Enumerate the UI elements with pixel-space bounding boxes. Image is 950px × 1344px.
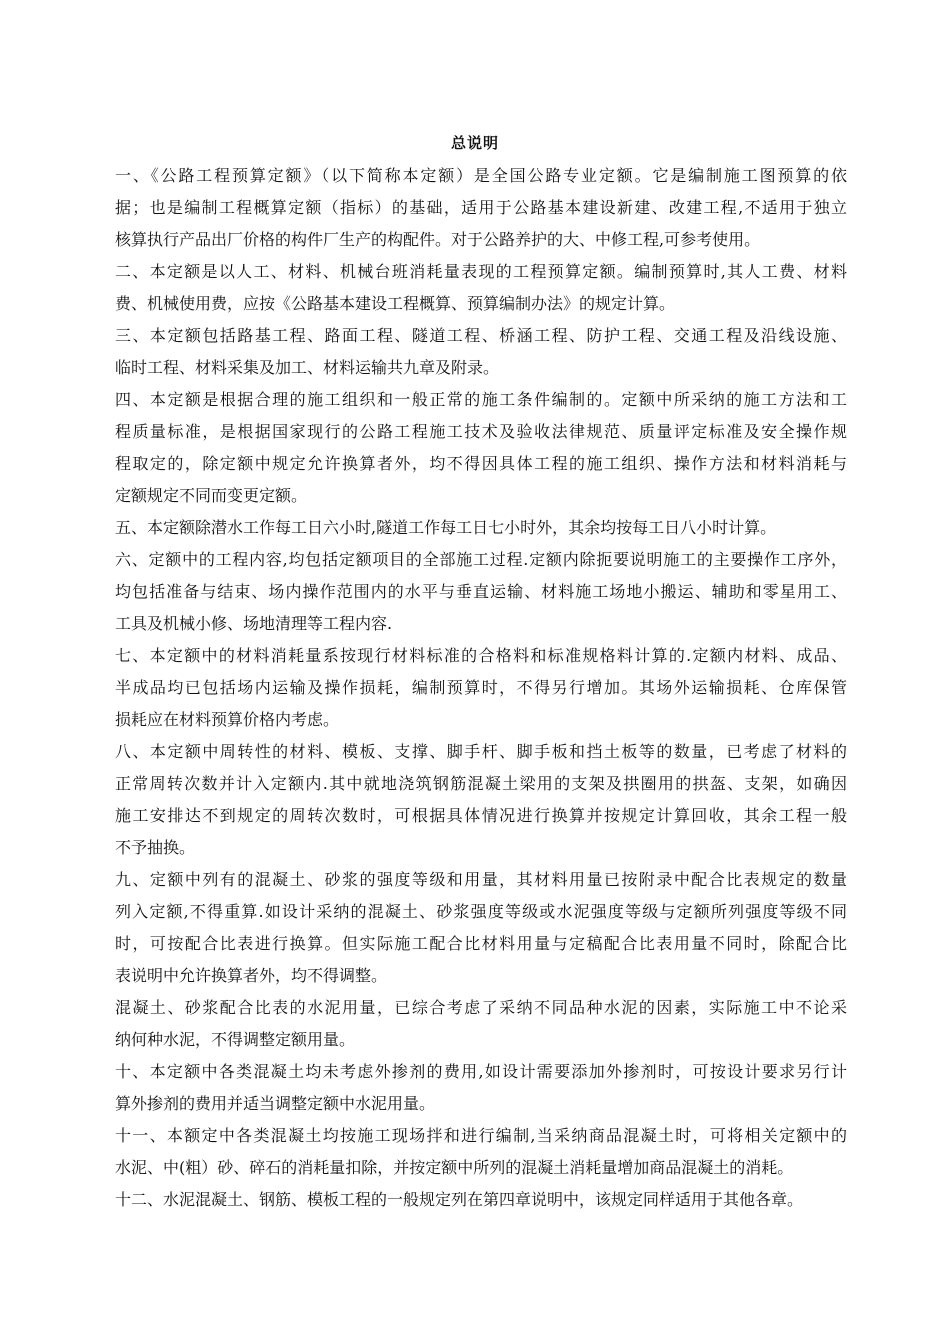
paragraph-line: 水泥、中(粗）砂、碎石的消耗量扣除，并按定额中所列的混凝土消耗量增加商品混凝土的消耗。 <box>115 1158 794 1177</box>
paragraph-line: 十一、本额定中各类混凝土均按施工现场拌和进行编制,当采纳商品混凝土时，可将相关定额中的 <box>115 1126 847 1145</box>
paragraph-line: 据；也是编制工程概算定额（指标）的基础，适用于公路基本建设新建、改建工程,不适用于独立 <box>115 198 847 217</box>
paragraph <box>115 384 847 512</box>
paragraph <box>115 544 847 640</box>
paragraph-line: 费、机械使用费，应按《公路基本建设工程概算、预算编制办法》的规定计算。 <box>115 294 676 313</box>
paragraph-line: 算外掺剂的费用并适当调整定额中水泥用量。 <box>115 1094 436 1113</box>
paragraph-line: 半成品均已包括场内运输及操作损耗，编制预算时，不得另行增加。其场外运输损耗、仓库保管 <box>115 678 847 697</box>
paragraph-line: 施工安排达不到规定的周转次数时，可根据具体情况进行换算并按规定计算回收，其余工程一般 <box>115 806 847 825</box>
paragraph <box>115 320 847 384</box>
paragraph <box>115 512 847 544</box>
paragraph-line: 表说明中允许换算者外，均不得调整。 <box>115 966 388 985</box>
paragraph-line: 程质量标准，是根据国家现行的公路工程施工技术及验收法律规范、质量评定标准及安全操作规 <box>115 422 847 441</box>
paragraph <box>115 160 847 256</box>
paragraph-line: 十二、水泥混凝土、钢筋、模板工程的一般规定列在第四章说明中，该规定同样适用于其他各章。 <box>115 1190 804 1209</box>
paragraph <box>115 1120 847 1184</box>
paragraph-line: 核算执行产品出厂价格的构件厂生产的构配件。对于公路养护的大、中修工程,可参考使用。 <box>115 230 761 249</box>
paragraph-line: 临时工程、材料采集及加工、材料运输共九章及附录。 <box>115 358 500 377</box>
paragraph-line: 三、本定额包括路基工程、路面工程、隧道工程、桥涵工程、防护工程、交通工程及沿线设施、 <box>115 326 847 345</box>
paragraph-line: 五、本定额除潜水工作每工日六小时,隧道工作每工日七小时外，其余均按每工日八小时计算。 <box>115 518 777 537</box>
paragraph-line: 正常周转次数并计入定额内.其中就地浇筑钢筋混凝土梁用的支架及拱圈用的拱盔、支架，如确因 <box>115 774 847 793</box>
paragraph-line: 不予抽换。 <box>115 838 196 857</box>
paragraph-line: 九、定额中列有的混凝土、砂浆的强度等级和用量，其材料用量已按附录中配合比表规定的数量 <box>115 870 847 889</box>
paragraph <box>115 864 847 992</box>
paragraph-line: 四、本定额是根据合理的施工组织和一般正常的施工条件编制的。定额中所采纳的施工方法和工 <box>115 390 847 409</box>
document-body <box>115 160 847 1216</box>
paragraph-line: 时，可按配合比表进行换算。但实际施工配合比材料用量与定稿配合比表用量不同时，除配合比 <box>115 934 847 953</box>
paragraph <box>115 736 847 864</box>
paragraph-line: 均包括准备与结束、场内操作范围内的水平与垂直运输、材料施工场地小搬运、辅助和零星用工、 <box>115 582 847 601</box>
paragraph <box>115 256 847 320</box>
paragraph <box>115 1184 847 1216</box>
paragraph-line: 损耗应在材料预算价格内考虑。 <box>115 710 340 729</box>
paragraph-line: 二、本定额是以人工、材料、机械台班消耗量表现的工程预算定额。编制预算时,其人工费、材料 <box>115 262 847 281</box>
paragraph-line: 程取定的，除定额中规定允许换算者外，均不得因具体工程的施工组织、操作方法和材料消耗与 <box>115 454 847 473</box>
paragraph-line: 混凝土、砂浆配合比表的水泥用量，已综合考虑了采纳不同品种水泥的因素，实际施工中不论采 <box>115 998 847 1017</box>
paragraph-line: 列入定额,不得重算.如设计采纳的混凝土、砂浆强度等级或水泥强度等级与定额所列强度等级不同 <box>115 902 847 921</box>
paragraph-line: 七、本定额中的材料消耗量系按现行材料标准的合格料和标准规格料计算的.定额内材料、成品、 <box>115 646 847 665</box>
paragraph-line: 八、本定额中周转性的材料、模板、支撑、脚手杆、脚手板和挡土板等的数量，已考虑了材料的 <box>115 742 847 761</box>
document-title: 总说明 <box>450 134 499 152</box>
paragraph-line: 纳何种水泥，不得调整定额用量。 <box>115 1030 356 1049</box>
paragraph-line: 定额规定不同而变更定额。 <box>115 486 308 505</box>
paragraph-line: 工具及机械小修、场地清理等工程内容. <box>115 614 393 633</box>
paragraph <box>115 640 847 736</box>
paragraph-line: 十、本定额中各类混凝土均未考虑外掺剂的费用,如设计需要添加外掺剂时，可按设计要求另行计 <box>115 1062 847 1081</box>
paragraph <box>115 992 847 1056</box>
paragraph-line: 一、《公路工程预算定额》（以下简称本定额）是全国公路专业定额。它是编制施工图预算的依 <box>115 166 847 185</box>
paragraph <box>115 1056 847 1120</box>
paragraph-line: 六、定额中的工程内容,均包括定额项目的全部施工过程.定额内除扼要说明施工的主要操作工序外， <box>115 550 847 569</box>
